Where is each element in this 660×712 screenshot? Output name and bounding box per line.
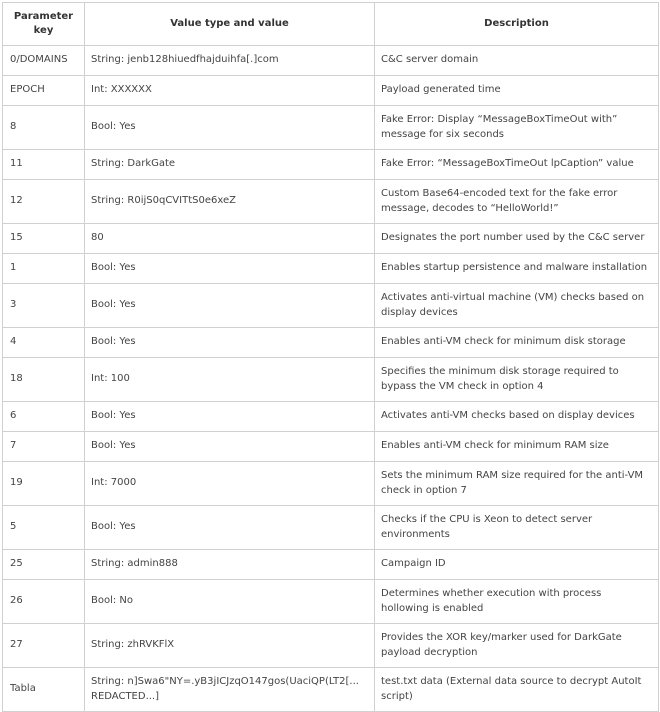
cell-description: Provides the XOR key/marker used for DarkGate payload decryption	[375, 624, 659, 668]
cell-parameter-key: 4	[3, 328, 85, 358]
cell-parameter-key: Tabla	[3, 668, 85, 712]
cell-value: Int: 7000	[85, 462, 375, 506]
cell-value: Bool: Yes	[85, 432, 375, 462]
cell-value: String: zhRVKFlX	[85, 624, 375, 668]
config-parameter-table	[2, 2, 659, 712]
config-table-container	[2, 2, 659, 712]
cell-value: Bool: Yes	[85, 402, 375, 432]
header-parameter-key: Parameter key	[3, 3, 85, 46]
table-row	[3, 402, 659, 432]
cell-value: Bool: Yes	[85, 284, 375, 328]
cell-parameter-key: 1	[3, 254, 85, 284]
cell-value: 80	[85, 224, 375, 254]
table-row	[3, 46, 659, 76]
table-header-row	[3, 3, 659, 46]
table-row	[3, 580, 659, 624]
cell-parameter-key: 8	[3, 106, 85, 150]
header-value-type: Value type and value	[85, 3, 375, 46]
cell-description: Specifies the minimum disk storage required to bypass the VM check in option 4	[375, 358, 659, 402]
table-row	[3, 76, 659, 106]
cell-description: Campaign ID	[375, 550, 659, 580]
cell-value: Bool: Yes	[85, 106, 375, 150]
cell-parameter-key: 15	[3, 224, 85, 254]
cell-parameter-key: 5	[3, 506, 85, 550]
table-row	[3, 106, 659, 150]
table-row	[3, 432, 659, 462]
cell-value: Bool: No	[85, 580, 375, 624]
cell-description: Sets the minimum RAM size required for the anti-VM check in option 7	[375, 462, 659, 506]
cell-description: Fake Error: “MessageBoxTimeOut lpCaption” value	[375, 150, 659, 180]
cell-description: Determines whether execution with process hollowing is enabled	[375, 580, 659, 624]
cell-description: test.txt data (External data source to decrypt AutoIt script)	[375, 668, 659, 712]
table-row	[3, 624, 659, 668]
cell-description: Fake Error: Display “MessageBoxTimeOut with” message for six seconds	[375, 106, 659, 150]
cell-parameter-key: 12	[3, 180, 85, 224]
cell-value: String: admin888	[85, 550, 375, 580]
cell-parameter-key: 25	[3, 550, 85, 580]
table-row	[3, 284, 659, 328]
cell-parameter-key: EPOCH	[3, 76, 85, 106]
table-row	[3, 328, 659, 358]
table-row	[3, 180, 659, 224]
table-row	[3, 150, 659, 180]
cell-parameter-key: 7	[3, 432, 85, 462]
cell-parameter-key: 18	[3, 358, 85, 402]
cell-value: Int: XXXXXX	[85, 76, 375, 106]
table-row	[3, 224, 659, 254]
cell-description: Designates the port number used by the C&C server	[375, 224, 659, 254]
table-row	[3, 550, 659, 580]
cell-value: Bool: Yes	[85, 506, 375, 550]
cell-parameter-key: 27	[3, 624, 85, 668]
cell-description: Activates anti-virtual machine (VM) checks based on display devices	[375, 284, 659, 328]
cell-description: Enables startup persistence and malware installation	[375, 254, 659, 284]
cell-parameter-key: 11	[3, 150, 85, 180]
table-row	[3, 668, 659, 712]
cell-value: Bool: Yes	[85, 328, 375, 358]
cell-description: Enables anti-VM check for minimum disk storage	[375, 328, 659, 358]
table-row	[3, 254, 659, 284]
cell-value: Bool: Yes	[85, 254, 375, 284]
table-row	[3, 462, 659, 506]
cell-description: Enables anti-VM check for minimum RAM size	[375, 432, 659, 462]
cell-value: String: jenb128hiuedfhajduihfa[.]com	[85, 46, 375, 76]
cell-parameter-key: 26	[3, 580, 85, 624]
cell-parameter-key: 19	[3, 462, 85, 506]
cell-parameter-key: 6	[3, 402, 85, 432]
table-row	[3, 358, 659, 402]
cell-value: String: DarkGate	[85, 150, 375, 180]
cell-parameter-key: 0/DOMAINS	[3, 46, 85, 76]
cell-description: C&C server domain	[375, 46, 659, 76]
cell-value: String: n]Swa6"NY=.yB3jICJzqO147gos(UaciQP(LT2[... REDACTED...]	[85, 668, 375, 712]
cell-value: String: R0ijS0qCVITtS0e6xeZ	[85, 180, 375, 224]
cell-parameter-key: 3	[3, 284, 85, 328]
cell-value: Int: 100	[85, 358, 375, 402]
header-description: Description	[375, 3, 659, 46]
cell-description: Custom Base64-encoded text for the fake error message, decodes to “HelloWorld!”	[375, 180, 659, 224]
cell-description: Payload generated time	[375, 76, 659, 106]
cell-description: Activates anti-VM checks based on display devices	[375, 402, 659, 432]
table-row	[3, 506, 659, 550]
cell-description: Checks if the CPU is Xeon to detect server environments	[375, 506, 659, 550]
